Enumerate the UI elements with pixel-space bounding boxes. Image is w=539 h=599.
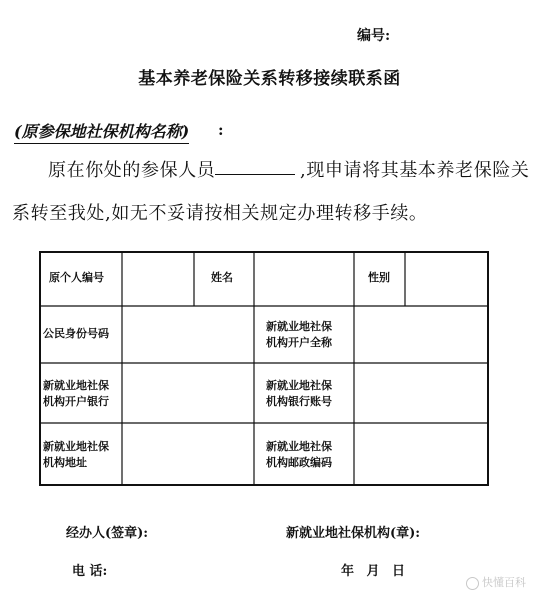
watermark: [466, 574, 526, 590]
watermark-text: 快懂百科: [482, 576, 526, 589]
bank-label: 新就业地社保 机构开户银行: [43, 379, 109, 408]
letter-line-2: 系转至我处,如无不妥请按相关规定办理转移手续。: [12, 203, 428, 224]
address-label: 新就业地社保 机构地址: [43, 440, 109, 469]
gender-label: 性别: [368, 271, 390, 284]
letter-line-1-start: 原在你处的参保人员: [48, 160, 216, 181]
phone-label: 电 话:: [72, 564, 108, 579]
insured-person-blank[interactable]: [215, 174, 295, 175]
document-number-label: 编号:: [357, 28, 391, 44]
original-id-label: 原个人编号: [49, 271, 104, 284]
handler-signature-label: 经办人(签章):: [66, 526, 149, 541]
id-number-label: 公民身份号码: [43, 327, 109, 340]
watermark-logo-icon: [466, 577, 479, 590]
letter-line-1-end: ,现申请将其基本养老保险关: [300, 160, 530, 181]
addressee-colon: :: [218, 121, 224, 139]
postcode-label: 新就业地社保 机构邮政编码: [266, 440, 332, 469]
date-label: 年 月 日: [341, 564, 406, 579]
document-title: 基本养老保险关系转移接续联系函: [138, 69, 401, 89]
agency-stamp-label: 新就业地社保机构(章):: [286, 526, 421, 541]
addressee-placeholder: (原参保地社保机构名称): [14, 119, 189, 144]
account-number-label: 新就业地社保 机构银行账号: [266, 379, 332, 408]
transfer-info-table: [39, 251, 489, 486]
account-name-label: 新就业地社保 机构开户全称: [266, 320, 332, 349]
name-label: 姓名: [211, 271, 233, 284]
